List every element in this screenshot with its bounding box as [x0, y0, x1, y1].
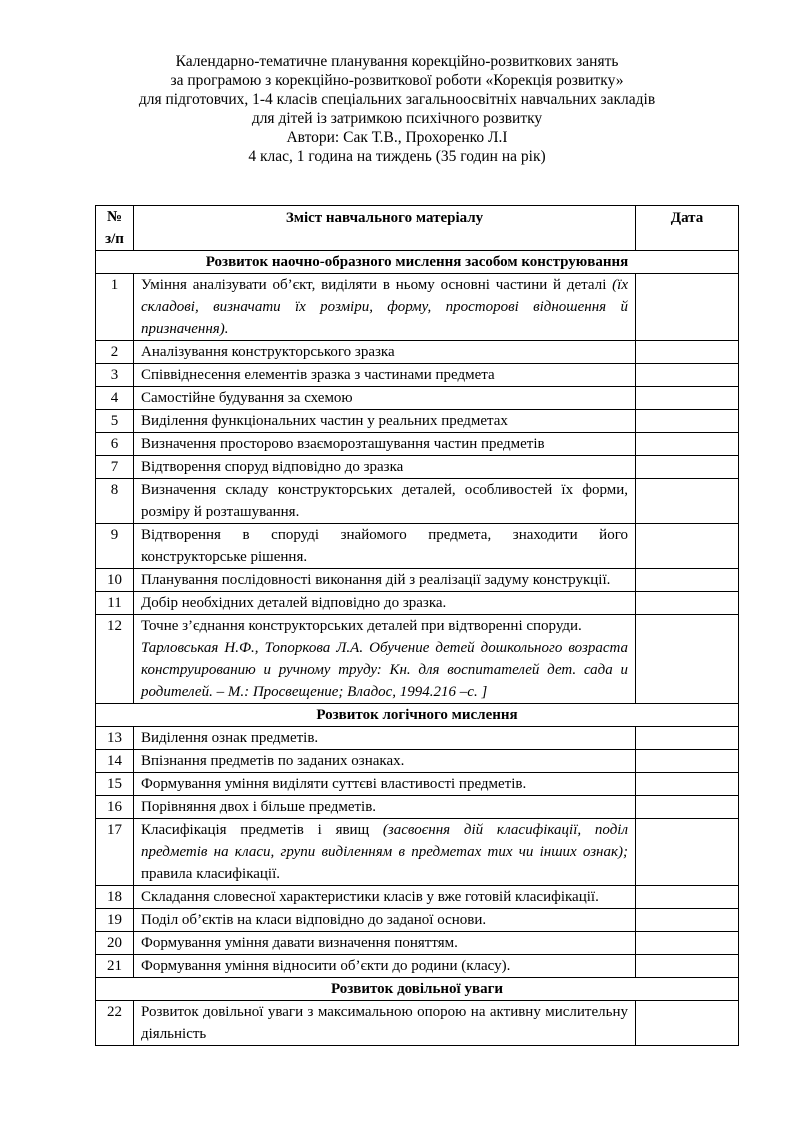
table-row: [96, 773, 739, 796]
section-title: Розвиток наочно-образного мислення засобом конструювання: [96, 251, 739, 274]
table-row: [96, 364, 739, 387]
row-number: 21: [96, 955, 134, 978]
row-content: Розвиток довільної уваги з максимальною опорою на активну мислительну діяльність: [134, 1001, 636, 1046]
row-number: 7: [96, 456, 134, 479]
row-content: Співвіднесення елементів зразка з частинами предмета: [134, 364, 636, 387]
row-number: 1: [96, 274, 134, 341]
row-date[interactable]: [636, 1001, 739, 1046]
column-header-content: Зміст навчального матеріалу: [134, 206, 636, 251]
row-number: 12: [96, 615, 134, 704]
document-heading: [0, 52, 794, 166]
row-number: 11: [96, 592, 134, 615]
table-row: [96, 886, 739, 909]
table-row: [96, 796, 739, 819]
row-content: Формування уміння відносити об’єкти до родини (класу).: [134, 955, 636, 978]
row-number: 8: [96, 479, 134, 524]
heading-line-1: Календарно-тематичне планування корекційно-розвиткових занять: [175, 53, 619, 70]
row-content: Аналізування конструкторського зразка: [134, 341, 636, 364]
column-header-number: [96, 206, 134, 251]
row-content: Відтворення в споруді знайомого предмета, знаходити його конструкторське рішення.: [134, 524, 636, 569]
row-number: 10: [96, 569, 134, 592]
row-text: Класифікація предметів і явищ: [141, 822, 370, 838]
row-number: 9: [96, 524, 134, 569]
row-content: Виділення ознак предметів.: [134, 727, 636, 750]
row-date[interactable]: [636, 524, 739, 569]
heading-line-4: для дітей із затримкою психічного розвитку: [251, 110, 543, 127]
row-number: 18: [96, 886, 134, 909]
row-content: Визначення просторово взаєморозташування частин предметів: [134, 433, 636, 456]
column-header-date: Дата: [636, 206, 739, 251]
table-row: [96, 274, 739, 341]
row-content: Добір необхідних деталей відповідно до зразка.: [134, 592, 636, 615]
row-date[interactable]: [636, 387, 739, 410]
row-date[interactable]: [636, 819, 739, 886]
table-row: [96, 909, 739, 932]
row-date[interactable]: [636, 932, 739, 955]
row-date[interactable]: [636, 955, 739, 978]
row-number: 5: [96, 410, 134, 433]
row-number: 2: [96, 341, 134, 364]
row-date[interactable]: [636, 364, 739, 387]
table-row: [96, 932, 739, 955]
row-number: 14: [96, 750, 134, 773]
row-date[interactable]: [636, 456, 739, 479]
row-content: Визначення складу конструкторських деталей, особливостей їх форми, розміру й розташування.: [134, 479, 636, 524]
row-reference: Тарловськая Н.Ф., Топоркова Л.А. Обучение детей дошкольного возраста конструированию и ручному труду: Кн. для воспитателей дет. сада и родителей. – М.: Просвещение; Владос, 1994.216 –с. ]: [141, 640, 628, 700]
section-title: Розвиток довільної уваги: [96, 978, 739, 1001]
heading-line-2: за програмою з корекційно-розвиткової роботи «Корекція розвитку»: [170, 72, 624, 89]
row-content: Самостійне будування за схемою: [134, 387, 636, 410]
row-date[interactable]: [636, 341, 739, 364]
table-header-row: [96, 206, 739, 251]
row-content: Виділення функціональних частин у реальних предметах: [134, 410, 636, 433]
row-content: Поділ об’єктів на класи відповідно до заданої основи.: [134, 909, 636, 932]
row-date[interactable]: [636, 750, 739, 773]
heading-line-6: 4 клас, 1 година на тиждень (35 годин на рік): [248, 148, 546, 165]
section-title: Розвиток логічного мислення: [96, 704, 739, 727]
heading-line-5: Автори: Сак Т.В., Прохоренко Л.І: [286, 129, 508, 146]
row-content: [134, 274, 636, 341]
row-date[interactable]: [636, 433, 739, 456]
row-text-italic: (засвоєння дій класифікації, поділ предметів на класи, групи виділенням в предметах тих чи інших ознак);: [141, 822, 628, 860]
heading-line-3: для підготовчих, 1-4 класів спеціальних загальноосвітніх навчальних закладів: [138, 91, 656, 108]
row-content: Формування уміння виділяти суттєві властивості предметів.: [134, 773, 636, 796]
row-text-tail: правила класифікації.: [141, 866, 281, 882]
table-row: [96, 819, 739, 886]
section-row: [96, 704, 739, 727]
row-number: 4: [96, 387, 134, 410]
row-text: Точне з’єднання конструкторських деталей при відтворенні споруди.: [141, 618, 582, 634]
header-number-line-1: №: [106, 209, 123, 225]
row-date[interactable]: [636, 886, 739, 909]
row-date[interactable]: [636, 410, 739, 433]
row-number: 20: [96, 932, 134, 955]
row-number: 22: [96, 1001, 134, 1046]
row-date[interactable]: [636, 773, 739, 796]
table-row: [96, 1001, 739, 1046]
table-row: [96, 387, 739, 410]
row-number: 3: [96, 364, 134, 387]
table-row: [96, 727, 739, 750]
header-number-line-2: з/п: [105, 231, 124, 247]
row-content: Впізнання предметів по заданих ознаках.: [134, 750, 636, 773]
row-number: 6: [96, 433, 134, 456]
row-content: Планування послідовності виконання дій з реалізації задуму конструкції.: [134, 569, 636, 592]
row-date[interactable]: [636, 909, 739, 932]
row-date[interactable]: [636, 274, 739, 341]
table-row: [96, 524, 739, 569]
row-number: 19: [96, 909, 134, 932]
table-row: [96, 410, 739, 433]
section-row: [96, 978, 739, 1001]
row-date[interactable]: [636, 592, 739, 615]
table-row: [96, 569, 739, 592]
table-row: [96, 433, 739, 456]
table-row: [96, 479, 739, 524]
table-row: [96, 456, 739, 479]
row-number: 15: [96, 773, 134, 796]
row-date[interactable]: [636, 727, 739, 750]
row-number: 17: [96, 819, 134, 886]
row-text: Уміння аналізувати об’єкт, виділяти в ньому основні частини й деталі: [141, 277, 607, 293]
row-content: Порівняння двох і більше предметів.: [134, 796, 636, 819]
row-date[interactable]: [636, 569, 739, 592]
row-content: Формування уміння давати визначення поняттям.: [134, 932, 636, 955]
lesson-plan-table: [95, 205, 739, 1046]
row-date[interactable]: [636, 479, 739, 524]
row-content: [134, 615, 636, 704]
row-date[interactable]: [636, 615, 739, 704]
section-row: [96, 251, 739, 274]
row-content: Відтворення споруд відповідно до зразка: [134, 456, 636, 479]
row-date[interactable]: [636, 796, 739, 819]
row-content: [134, 819, 636, 886]
table-row: [96, 592, 739, 615]
row-number: 13: [96, 727, 134, 750]
row-text-italic: (їх складові, визначати їх розміри, форму, просторові відношення й призначення).: [141, 277, 628, 337]
table-row: [96, 615, 739, 704]
table-row: [96, 750, 739, 773]
table-row: [96, 341, 739, 364]
table-row: [96, 955, 739, 978]
row-content: Складання словесної характеристики класів у вже готовій класифікації.: [134, 886, 636, 909]
row-number: 16: [96, 796, 134, 819]
